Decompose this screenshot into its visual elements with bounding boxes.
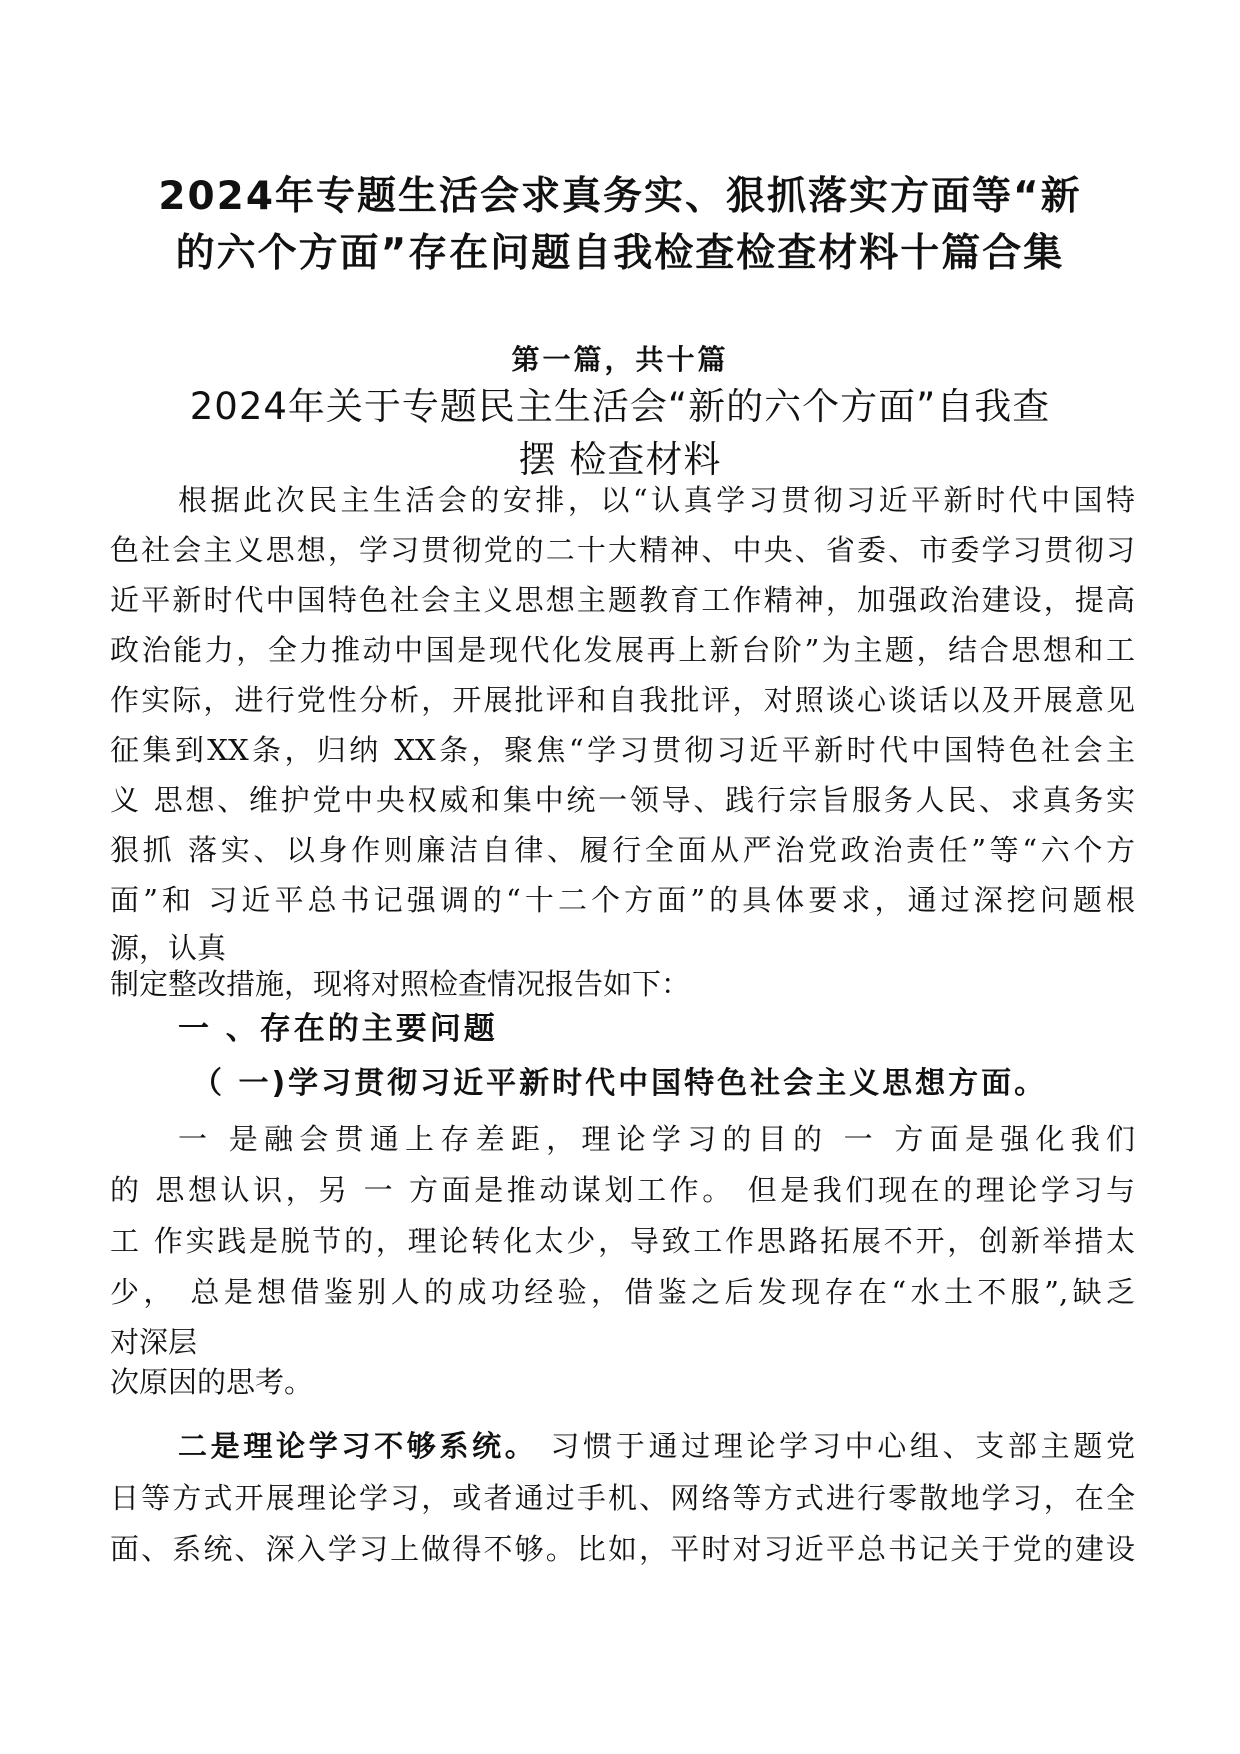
para2-line: 面、系统、深入学习上做得不够。比如，平时对习近平总书记关于党的建设 — [110, 1532, 1135, 1566]
para1-line: 少， 总是想借鉴别人的成功经验，借鉴之后发现存在“水土不服”,缺乏 — [110, 1275, 1135, 1309]
para2-line: 日等方式开展理论学习，或者通过手机、网络等方式进行零散地学习，在全 — [110, 1481, 1135, 1515]
para1-line: 对深层 — [110, 1325, 198, 1359]
intro-line: 政治能力，全力推动中国是现代化发展再上新台阶”为主题，结合思想和工 — [110, 633, 1135, 667]
intro-line: 征集到XX条，归纳 XX条，聚焦“学习贯彻习近平新时代中国特色社会主 — [110, 733, 1135, 767]
intro-line: 狠抓 落实、以身作则廉洁自律、履行全面从严治党政治责任”等“六个方 — [110, 833, 1135, 867]
intro-line: 近平新时代中国特色社会主义思想主题教育工作精神，加强政治建设，提高 — [110, 583, 1135, 617]
intro-line: 根据此次民主生活会的安排，以“认真学习贯彻习近平新时代中国特 — [178, 483, 1135, 517]
para1-line: 工 作实践是脱节的，理论转化太少，导致工作思路拓展不开，创新举措太 — [110, 1224, 1135, 1258]
para1-line: 次原因的思考。 — [110, 1365, 314, 1399]
main-title-line-2: 的六个方面”存在问题自我检查检查材料十篇合集 — [175, 231, 1065, 276]
sub-title-line-1: 2024年关于专题民主生活会“新的六个方面”自我查 — [189, 385, 1051, 428]
main-title-line-1: 2024年专题生活会求真务实、狠抓落实方面等“新 — [158, 174, 1082, 219]
para1-line: 一 是融会贯通上存差距，理论学习的目的 一 方面是强化我们 — [178, 1122, 1135, 1156]
intro-line: 面”和 习近平总书记强调的“十二个方面”的具体要求，通过深挖问题根 — [110, 883, 1135, 917]
para1-line: 的 思想认识，另 一 方面是推动谋划工作。 但是我们现在的理论学习与 — [110, 1173, 1135, 1207]
para2-first-rest: 习惯于通过理论学习中心组、支部主题党 — [537, 1429, 1135, 1463]
intro-line: 作实际，进行党性分析，开展批评和自我批评，对照谈心谈话以及开展意见 — [110, 683, 1135, 717]
subsection-heading: （ 一)学习贯彻习近平新时代中国特色社会主义思想方面。 — [192, 1066, 1048, 1101]
sub-title — [120, 380, 1120, 486]
main-title — [100, 168, 1140, 282]
intro-line: 义 思想、维护党中央权威和集中统一领导、践行宗旨服务人民、求真务实 — [110, 783, 1135, 817]
intro-line: 制定整改措施，现将对照检查情况报告如下： — [110, 967, 691, 1001]
intro-line: 色社会主义思想，学习贯彻党的二十大精神、中央、省委、市委学习贯彻习 — [110, 533, 1135, 567]
para2-lead: 二是理论学习不够系统。 — [178, 1429, 538, 1463]
para2-line — [178, 1422, 1135, 1470]
sub-title-line-2: 摆 检查材料 — [518, 438, 722, 481]
intro-line: 源，认真 — [110, 931, 227, 965]
part-label: 第一篇，共十篇 — [511, 343, 729, 376]
section-heading: 一 、存在的主要问题 — [178, 1011, 498, 1047]
